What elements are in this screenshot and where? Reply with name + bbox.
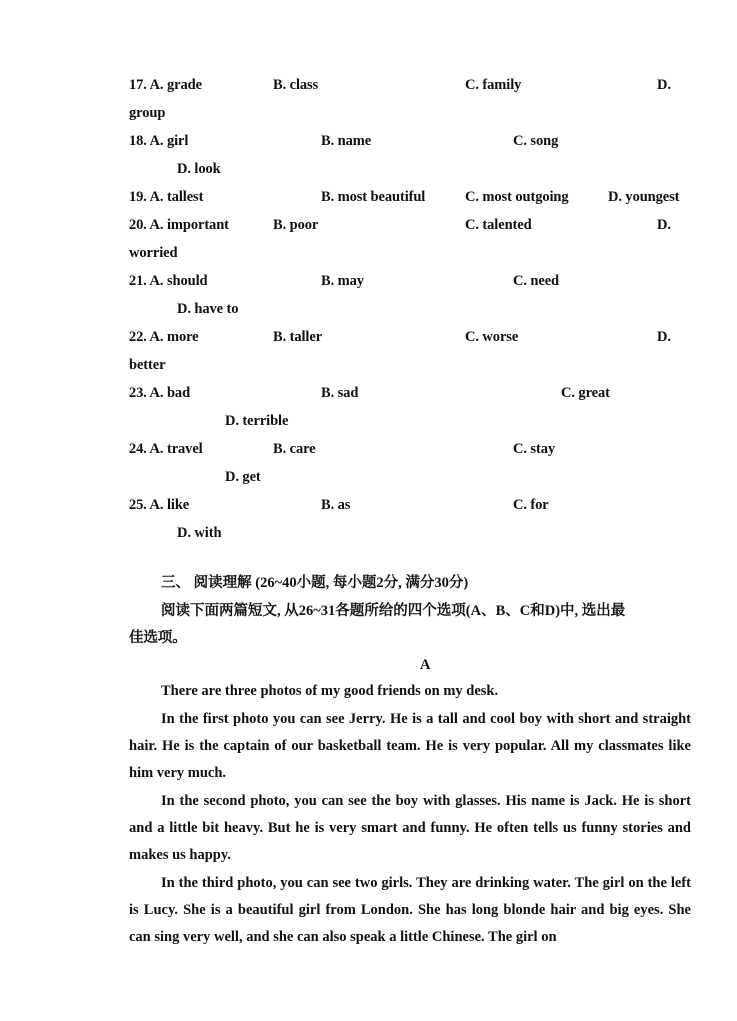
q18-option-b: B. name — [321, 133, 372, 149]
q22-option-d: D. — [657, 329, 671, 345]
passage-paragraph-4 — [129, 870, 691, 951]
q25-option-d: D. with — [177, 525, 222, 541]
q18-option-a: 18. A. girl — [129, 133, 189, 149]
q19-option-a: 19. A. tallest — [129, 189, 204, 205]
q22-option-d-wrap: better — [129, 357, 166, 373]
q23-option-c: C. great — [561, 385, 610, 401]
q24-option-d: D. get — [225, 469, 261, 485]
passage-paragraph-2 — [129, 706, 691, 787]
section-heading: 三、 阅读理解 (26~40小题, 每小题2分, 满分30分) — [161, 575, 469, 591]
q23-option-b: B. sad — [321, 385, 359, 401]
q19-option-b: B. most beautiful — [321, 189, 426, 205]
q25-option-c: C. for — [513, 497, 549, 513]
passage-text: In the second photo, you can see the boy with glasses. His name is Jack. He is short and a little bit heavy. But he is very smart and funny. He often tells us funny stories and makes us happy. — [129, 793, 691, 863]
q21-option-d: D. have to — [177, 301, 239, 317]
q17-option-d-wrap: group — [129, 105, 166, 121]
passage-text: In the first photo you can see Jerry. He is a tall and cool boy with short and straight hair. He is the captain of our basketball team. He is very popular. All my classmates like him very much. — [129, 711, 691, 781]
q21-option-c: C. need — [513, 273, 560, 289]
passage-paragraph-3 — [129, 788, 691, 869]
q24-option-a: 24. A. travel — [129, 441, 203, 457]
q21-option-a: 21. A. should — [129, 273, 208, 289]
q19-option-d: D. youngest — [608, 189, 680, 205]
q22-option-b: B. taller — [273, 329, 323, 345]
q17-option-c: C. family — [465, 77, 522, 93]
q18-option-d: D. look — [177, 161, 221, 177]
passage-text: In the third photo, you can see two girls. They are drinking water. The girl on the left is Lucy. She is a beautiful girl from London. She has long blonde hair and big eyes. She can sing very well, and she can also speak a little Chinese. The girl on — [129, 875, 691, 945]
q23-option-d: D. terrible — [225, 413, 289, 429]
q25-option-a: 25. A. like — [129, 497, 190, 513]
section-instruction: 阅读下面两篇短文, 从26~31各题所给的四个选项(A、B、C和D)中, 选出最 — [161, 603, 626, 619]
section-instruction-cont: 佳选项。 — [129, 630, 187, 646]
q23-option-a: 23. A. bad — [129, 385, 191, 401]
q21-option-b: B. may — [321, 273, 364, 289]
q20-option-b: B. poor — [273, 217, 319, 233]
q17-option-d: D. — [657, 77, 671, 93]
q20-option-d-wrap: worried — [129, 245, 178, 261]
q17-option-b: B. class — [273, 77, 319, 93]
passage-text: There are three photos of my good friends on my desk. — [161, 683, 499, 699]
q18-option-c: C. song — [513, 133, 559, 149]
q20-option-d: D. — [657, 217, 671, 233]
passage-paragraph-1 — [129, 678, 691, 705]
q20-option-c: C. talented — [465, 217, 532, 233]
q22-option-c: C. worse — [465, 329, 519, 345]
q24-option-b: B. care — [273, 441, 316, 457]
q19-option-c: C. most outgoing — [465, 189, 569, 205]
passage-label: A — [420, 657, 431, 673]
q22-option-a: 22. A. more — [129, 329, 199, 345]
q17-option-a: 17. A. grade — [129, 77, 202, 93]
q24-option-c: C. stay — [513, 441, 555, 457]
q25-option-b: B. as — [321, 497, 351, 513]
q20-option-a: 20. A. important — [129, 217, 229, 233]
